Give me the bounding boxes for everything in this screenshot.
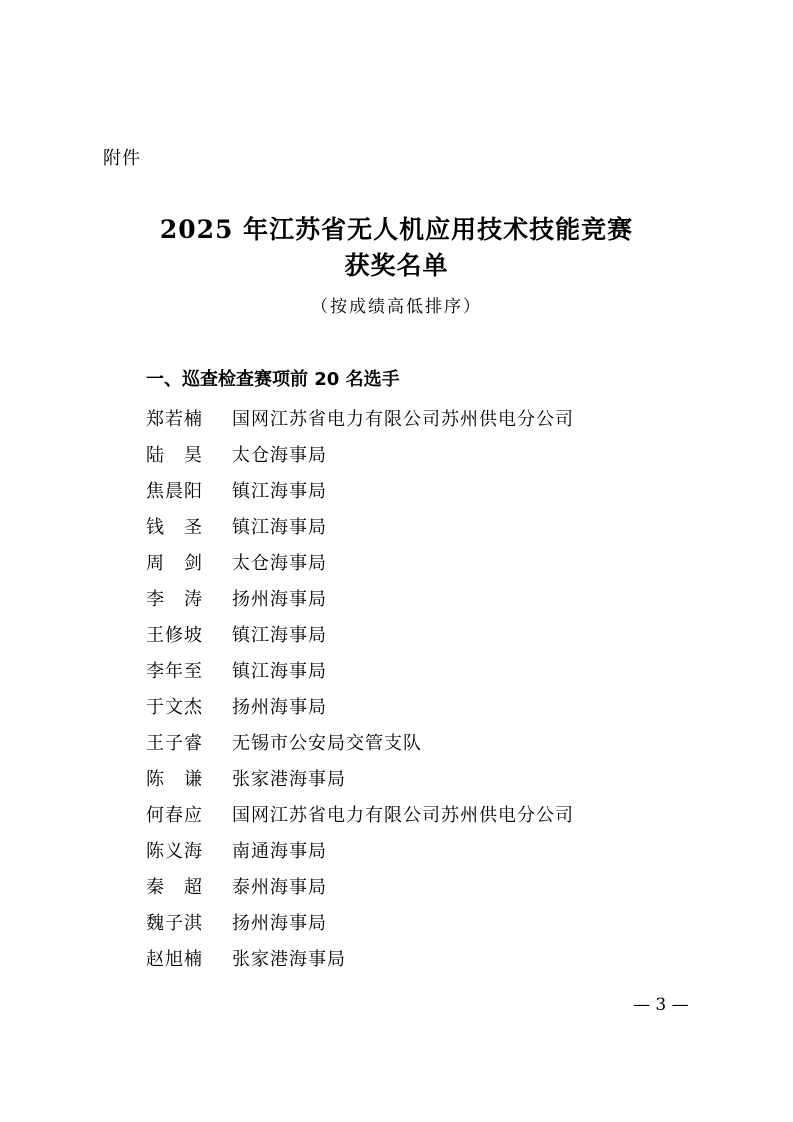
list-item (146, 868, 706, 904)
winner-name: 魏子淇 (146, 913, 203, 934)
list-item (146, 616, 706, 652)
section-heading: 一、巡查检查赛项前 20 名选手 (146, 369, 400, 390)
winner-organization: 张家港海事局 (232, 769, 346, 790)
winner-organization: 扬州海事局 (232, 913, 327, 934)
winner-name: 陆 昊 (146, 445, 203, 466)
list-item (146, 688, 706, 724)
subtitle: （按成绩高低排序） (311, 297, 482, 317)
list-item (146, 472, 706, 508)
winner-organization: 国网江苏省电力有限公司苏州供电分公司 (232, 409, 574, 430)
winner-name: 李年至 (146, 661, 203, 682)
winner-organization: 国网江苏省电力有限公司苏州供电分公司 (232, 805, 574, 826)
list-item (146, 580, 706, 616)
winner-name: 陈 谦 (146, 769, 203, 790)
winner-organization: 镇江海事局 (232, 625, 327, 646)
winner-name: 王子睿 (146, 733, 203, 754)
winner-list (146, 400, 706, 976)
page-title-line-2: 获奖名单 (344, 251, 449, 280)
attachment-label: 附件 (103, 148, 141, 169)
page-number: — 3 — (633, 995, 689, 1015)
winner-name: 秦 超 (146, 877, 203, 898)
list-item (146, 832, 706, 868)
winner-name: 钱 圣 (146, 517, 203, 538)
winner-organization: 镇江海事局 (232, 517, 327, 538)
list-item (146, 904, 706, 940)
list-item (146, 400, 706, 436)
list-item (146, 508, 706, 544)
list-item (146, 724, 706, 760)
list-item (146, 796, 706, 832)
winner-name: 焦晨阳 (146, 481, 203, 502)
winner-name: 于文杰 (146, 697, 203, 718)
winner-organization: 无锡市公安局交管支队 (232, 733, 422, 754)
list-item (146, 940, 706, 976)
list-item (146, 652, 706, 688)
winner-name: 郑若楠 (146, 409, 203, 430)
page-title-line-1: 2025 年江苏省无人机应用技术技能竞赛 (159, 215, 634, 244)
winner-organization: 太仓海事局 (232, 445, 327, 466)
winner-name: 何春应 (146, 805, 203, 826)
winner-organization: 太仓海事局 (232, 553, 327, 574)
list-item (146, 760, 706, 796)
winner-organization: 扬州海事局 (232, 589, 327, 610)
winner-name: 赵旭楠 (146, 949, 203, 970)
winner-organization: 镇江海事局 (232, 481, 327, 502)
winner-organization: 扬州海事局 (232, 697, 327, 718)
winner-name: 李 涛 (146, 589, 203, 610)
list-item (146, 544, 706, 580)
list-item (146, 436, 706, 472)
winner-name: 王修坡 (146, 625, 203, 646)
winner-organization: 南通海事局 (232, 841, 327, 862)
winner-name: 周 剑 (146, 553, 203, 574)
winner-name: 陈义海 (146, 841, 203, 862)
winner-organization: 泰州海事局 (232, 877, 327, 898)
winner-organization: 张家港海事局 (232, 949, 346, 970)
winner-organization: 镇江海事局 (232, 661, 327, 682)
